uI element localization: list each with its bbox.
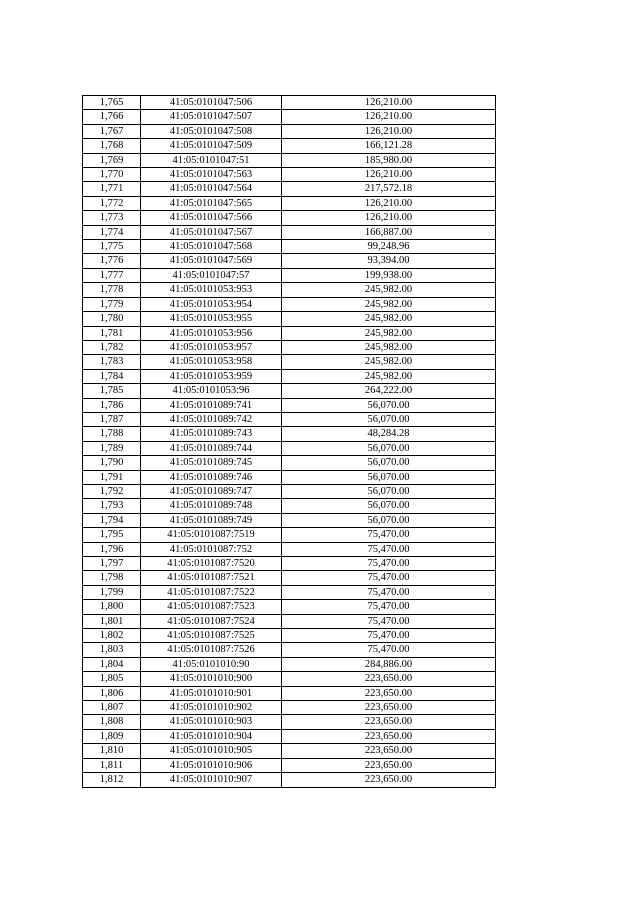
row-number-cell: 1,773: [83, 211, 141, 225]
cadastral-number-cell: 41:05:0101047:563: [141, 168, 282, 182]
cadastral-number-cell: 41:05:0101089:748: [141, 499, 282, 513]
cadastral-number-cell: 41:05:0101047:569: [141, 254, 282, 268]
cadastral-value-cell: 223,650.00: [282, 744, 496, 758]
row-number-cell: 1,787: [83, 412, 141, 426]
cadastral-value-cell: 223,650.00: [282, 715, 496, 729]
cadastral-number-cell: 41:05:0101053:959: [141, 369, 282, 383]
table-row: [83, 427, 496, 441]
cadastral-value-cell: 217,572.18: [282, 182, 496, 196]
cadastral-value-cell: 185,980.00: [282, 153, 496, 167]
cadastral-value-cell: 56,070.00: [282, 499, 496, 513]
cadastral-value-cell: 264,222.00: [282, 384, 496, 398]
cadastral-value-cell: 245,982.00: [282, 369, 496, 383]
row-number-cell: 1,805: [83, 672, 141, 686]
row-number-cell: 1,788: [83, 427, 141, 441]
cadastral-number-cell: 41:05:0101053:956: [141, 326, 282, 340]
row-number-cell: 1,775: [83, 240, 141, 254]
table-row: [83, 614, 496, 628]
cadastral-value-cell: 126,210.00: [282, 196, 496, 210]
cadastral-number-cell: 41:05:0101089:742: [141, 412, 282, 426]
table-row: [83, 600, 496, 614]
table-row: [83, 499, 496, 513]
row-number-cell: 1,792: [83, 484, 141, 498]
cadastral-number-cell: 41:05:0101087:7526: [141, 643, 282, 657]
cadastral-value-cell: 126,210.00: [282, 110, 496, 124]
cadastral-value-cell: 75,470.00: [282, 585, 496, 599]
table-row: [83, 168, 496, 182]
cadastral-number-cell: 41:05:0101087:7523: [141, 600, 282, 614]
table-row: [83, 312, 496, 326]
table-body: [83, 96, 496, 788]
table-row: [83, 182, 496, 196]
cadastral-value-cell: 126,210.00: [282, 168, 496, 182]
table-row: [83, 773, 496, 787]
table-row: [83, 225, 496, 239]
row-number-cell: 1,801: [83, 614, 141, 628]
row-number-cell: 1,772: [83, 196, 141, 210]
table-row: [83, 758, 496, 772]
cadastral-number-cell: 41:05:0101047:566: [141, 211, 282, 225]
table-row: [83, 96, 496, 110]
table-row: [83, 384, 496, 398]
cadastral-number-cell: 41:05:0101010:902: [141, 701, 282, 715]
row-number-cell: 1,783: [83, 355, 141, 369]
table-row: [83, 456, 496, 470]
cadastral-value-cell: 56,070.00: [282, 470, 496, 484]
cadastral-number-cell: 41:05:0101087:7520: [141, 557, 282, 571]
cadastral-number-cell: 41:05:0101047:568: [141, 240, 282, 254]
cadastral-number-cell: 41:05:0101089:749: [141, 513, 282, 527]
table-row: [83, 297, 496, 311]
cadastral-number-cell: 41:05:0101047:509: [141, 139, 282, 153]
row-number-cell: 1,774: [83, 225, 141, 239]
table-row: [83, 744, 496, 758]
row-number-cell: 1,804: [83, 657, 141, 671]
table-row: [83, 557, 496, 571]
cadastral-number-cell: 41:05:0101089:747: [141, 484, 282, 498]
cadastral-value-cell: 199,938.00: [282, 268, 496, 282]
cadastral-value-cell: 223,650.00: [282, 686, 496, 700]
row-number-cell: 1,812: [83, 773, 141, 787]
cadastral-number-cell: 41:05:0101047:507: [141, 110, 282, 124]
cadastral-value-cell: 245,982.00: [282, 312, 496, 326]
row-number-cell: 1,784: [83, 369, 141, 383]
cadastral-number-cell: 41:05:0101087:752: [141, 542, 282, 556]
cadastral-number-cell: 41:05:0101053:957: [141, 340, 282, 354]
table-row: [83, 340, 496, 354]
cadastral-number-cell: 41:05:0101047:565: [141, 196, 282, 210]
cadastral-number-cell: 41:05:0101010:907: [141, 773, 282, 787]
table-row: [83, 412, 496, 426]
cadastral-value-cell: 223,650.00: [282, 773, 496, 787]
row-number-cell: 1,808: [83, 715, 141, 729]
row-number-cell: 1,794: [83, 513, 141, 527]
table-row: [83, 629, 496, 643]
row-number-cell: 1,768: [83, 139, 141, 153]
row-number-cell: 1,781: [83, 326, 141, 340]
table-row: [83, 701, 496, 715]
cadastral-value-cell: 48,284.28: [282, 427, 496, 441]
row-number-cell: 1,806: [83, 686, 141, 700]
row-number-cell: 1,800: [83, 600, 141, 614]
cadastral-number-cell: 41:05:0101053:954: [141, 297, 282, 311]
cadastral-value-cell: 245,982.00: [282, 283, 496, 297]
cadastral-number-cell: 41:05:0101053:955: [141, 312, 282, 326]
table-row: [83, 571, 496, 585]
cadastral-number-cell: 41:05:0101089:746: [141, 470, 282, 484]
row-number-cell: 1,799: [83, 585, 141, 599]
cadastral-value-cell: 245,982.00: [282, 340, 496, 354]
table-row: [83, 211, 496, 225]
row-number-cell: 1,803: [83, 643, 141, 657]
cadastral-value-cell: 245,982.00: [282, 355, 496, 369]
table-row: [83, 513, 496, 527]
cadastral-number-cell: 41:05:0101047:567: [141, 225, 282, 239]
row-number-cell: 1,780: [83, 312, 141, 326]
table-row: [83, 153, 496, 167]
cadastral-number-cell: 41:05:0101010:905: [141, 744, 282, 758]
row-number-cell: 1,771: [83, 182, 141, 196]
cadastral-number-cell: 41:05:0101089:741: [141, 398, 282, 412]
cadastral-number-cell: 41:05:0101010:900: [141, 672, 282, 686]
cadastral-number-cell: 41:05:0101047:506: [141, 96, 282, 110]
row-number-cell: 1,802: [83, 629, 141, 643]
cadastral-number-cell: 41:05:0101087:7521: [141, 571, 282, 585]
row-number-cell: 1,807: [83, 701, 141, 715]
cadastral-number-cell: 41:05:0101047:57: [141, 268, 282, 282]
row-number-cell: 1,778: [83, 283, 141, 297]
cadastral-number-cell: 41:05:0101087:7522: [141, 585, 282, 599]
cadastral-value-cell: 126,210.00: [282, 124, 496, 138]
cadastral-number-cell: 41:05:0101010:90: [141, 657, 282, 671]
table-row: [83, 268, 496, 282]
cadastral-value-cell: 56,070.00: [282, 441, 496, 455]
cadastral-number-cell: 41:05:0101089:744: [141, 441, 282, 455]
row-number-cell: 1,790: [83, 456, 141, 470]
table-row: [83, 484, 496, 498]
table-row: [83, 672, 496, 686]
cadastral-value-cell: 223,650.00: [282, 729, 496, 743]
row-number-cell: 1,793: [83, 499, 141, 513]
table-row: [83, 528, 496, 542]
cadastral-number-cell: 41:05:0101087:7525: [141, 629, 282, 643]
table-row: [83, 326, 496, 340]
cadastral-value-cell: 245,982.00: [282, 326, 496, 340]
cadastral-number-cell: 41:05:0101010:903: [141, 715, 282, 729]
row-number-cell: 1,779: [83, 297, 141, 311]
cadastral-value-cell: 75,470.00: [282, 542, 496, 556]
cadastral-value-cell: 223,650.00: [282, 701, 496, 715]
row-number-cell: 1,767: [83, 124, 141, 138]
row-number-cell: 1,796: [83, 542, 141, 556]
cadastral-value-cell: 75,470.00: [282, 528, 496, 542]
table-row: [83, 657, 496, 671]
row-number-cell: 1,782: [83, 340, 141, 354]
cadastral-value-cell: 223,650.00: [282, 758, 496, 772]
cadastral-number-cell: 41:05:0101010:904: [141, 729, 282, 743]
cadastral-value-cell: 75,470.00: [282, 600, 496, 614]
cadastral-number-cell: 41:05:0101010:901: [141, 686, 282, 700]
cadastral-number-cell: 41:05:0101089:745: [141, 456, 282, 470]
cadastral-value-cell: 75,470.00: [282, 629, 496, 643]
cadastral-value-cell: 75,470.00: [282, 571, 496, 585]
cadastral-number-cell: 41:05:0101053:96: [141, 384, 282, 398]
row-number-cell: 1,811: [83, 758, 141, 772]
table-row: [83, 686, 496, 700]
cadastral-number-cell: 41:05:0101089:743: [141, 427, 282, 441]
cadastral-number-cell: 41:05:0101047:564: [141, 182, 282, 196]
row-number-cell: 1,789: [83, 441, 141, 455]
cadastral-value-table: [82, 95, 496, 788]
table-row: [83, 542, 496, 556]
cadastral-value-cell: 223,650.00: [282, 672, 496, 686]
cadastral-value-cell: 166,887.00: [282, 225, 496, 239]
cadastral-value-cell: 245,982.00: [282, 297, 496, 311]
row-number-cell: 1,769: [83, 153, 141, 167]
cadastral-value-cell: 284,886.00: [282, 657, 496, 671]
cadastral-value-cell: 99,248.96: [282, 240, 496, 254]
cadastral-number-cell: 41:05:0101047:508: [141, 124, 282, 138]
cadastral-number-cell: 41:05:0101053:958: [141, 355, 282, 369]
cadastral-value-cell: 93,394.00: [282, 254, 496, 268]
cadastral-value-cell: 56,070.00: [282, 484, 496, 498]
table-row: [83, 110, 496, 124]
cadastral-value-cell: 56,070.00: [282, 398, 496, 412]
cadastral-value-cell: 56,070.00: [282, 412, 496, 426]
cadastral-number-cell: 41:05:0101047:51: [141, 153, 282, 167]
cadastral-value-cell: 75,470.00: [282, 557, 496, 571]
table-row: [83, 254, 496, 268]
row-number-cell: 1,797: [83, 557, 141, 571]
row-number-cell: 1,765: [83, 96, 141, 110]
table-row: [83, 585, 496, 599]
table-row: [83, 729, 496, 743]
row-number-cell: 1,795: [83, 528, 141, 542]
cadastral-value-cell: 166,121.28: [282, 139, 496, 153]
cadastral-value-cell: 126,210.00: [282, 96, 496, 110]
row-number-cell: 1,777: [83, 268, 141, 282]
table-row: [83, 196, 496, 210]
table-row: [83, 441, 496, 455]
row-number-cell: 1,785: [83, 384, 141, 398]
table-row: [83, 355, 496, 369]
table-row: [83, 643, 496, 657]
cadastral-number-cell: 41:05:0101087:7524: [141, 614, 282, 628]
table-row: [83, 283, 496, 297]
row-number-cell: 1,786: [83, 398, 141, 412]
row-number-cell: 1,809: [83, 729, 141, 743]
table-row: [83, 124, 496, 138]
cadastral-value-cell: 126,210.00: [282, 211, 496, 225]
table-row: [83, 398, 496, 412]
table-row: [83, 715, 496, 729]
cadastral-value-cell: 56,070.00: [282, 456, 496, 470]
cadastral-value-cell: 75,470.00: [282, 614, 496, 628]
table-row: [83, 470, 496, 484]
cadastral-number-cell: 41:05:0101010:906: [141, 758, 282, 772]
table-row: [83, 369, 496, 383]
row-number-cell: 1,766: [83, 110, 141, 124]
row-number-cell: 1,791: [83, 470, 141, 484]
row-number-cell: 1,798: [83, 571, 141, 585]
row-number-cell: 1,810: [83, 744, 141, 758]
cadastral-number-cell: 41:05:0101053:953: [141, 283, 282, 297]
cadastral-number-cell: 41:05:0101087:7519: [141, 528, 282, 542]
table-row: [83, 240, 496, 254]
table-row: [83, 139, 496, 153]
cadastral-value-cell: 56,070.00: [282, 513, 496, 527]
cadastral-value-cell: 75,470.00: [282, 643, 496, 657]
row-number-cell: 1,776: [83, 254, 141, 268]
row-number-cell: 1,770: [83, 168, 141, 182]
